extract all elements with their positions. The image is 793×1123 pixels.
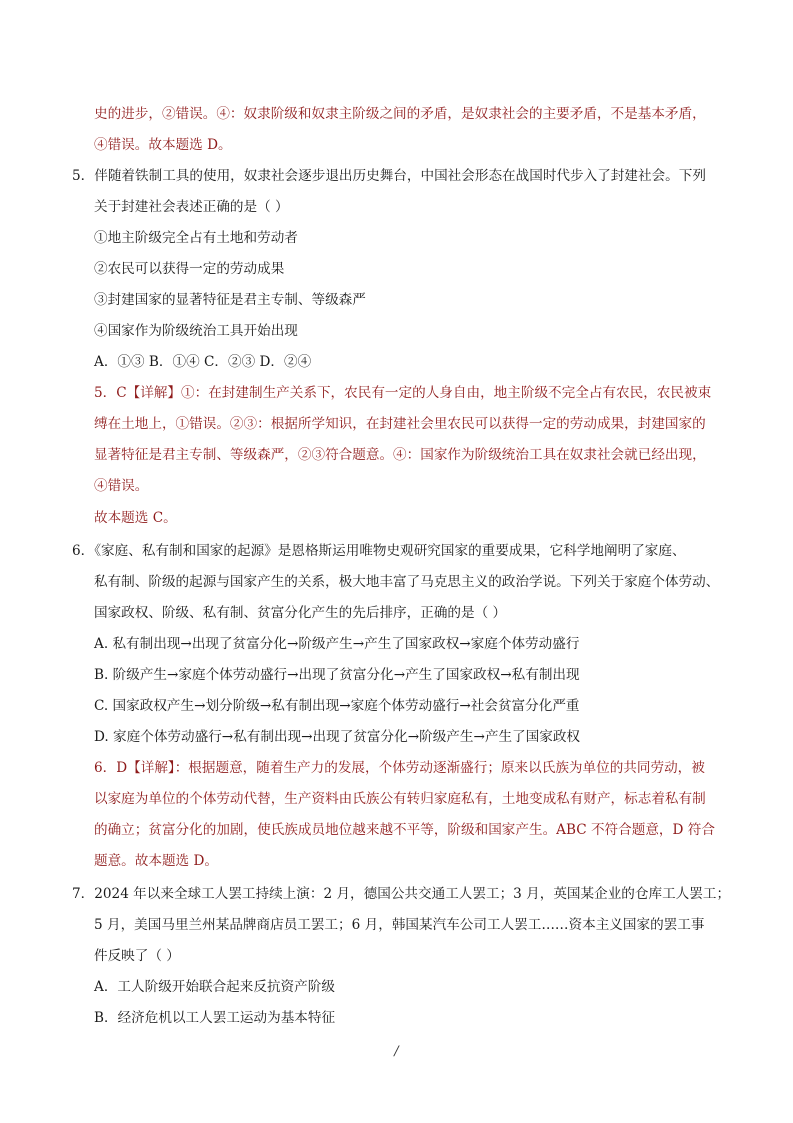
question-6-stem: 国家政权、阶级、私有制、贫富分化产生的先后排序，正确的是（ ） — [94, 605, 507, 621]
question-5-options: A．①③ B．①④ C．②③ D．②④ — [94, 354, 312, 370]
answer-line: 史的进步，②错误。④：奴隶阶级和奴隶主阶级之间的矛盾，是奴隶社会的主要矛盾，不是基本矛盾， — [94, 106, 706, 122]
answer-5-line: 5．C【详解】①：在封建制生产关系下，农民有一定的人身自由，地主阶级不完全占有农民，农民被束 — [94, 385, 712, 401]
page-marker: / — [394, 1044, 399, 1059]
question-6-stem: 私有制、阶级的起源与国家产生的关系，极大地丰富了马克思主义的政治学说。下列关于家庭个体劳动、 — [94, 574, 720, 590]
question-5-item: ①地主阶级完全占有土地和劳动者 — [94, 230, 298, 246]
question-5-stem: 关于封建社会表述正确的是（ ） — [94, 199, 289, 215]
answer-line: ④错误。故本题选 D。 — [94, 137, 232, 153]
question-7-stem: 5 月，美国马里兰州某品牌商店员工罢工；6 月，韩国某汽车公司工人罢工……资本主义国家的罢工事 — [94, 917, 705, 933]
answer-5-line: 显著特征是君主专制、等级森严，②③符合题意。④：国家作为阶级统治工具在奴隶社会就已经出现， — [94, 447, 706, 463]
answer-5-line: 故本题选 C。 — [94, 510, 177, 526]
question-5-item: ②农民可以获得一定的劳动成果 — [94, 261, 285, 277]
answer-5-line: 缚在土地上，①错误。②③：根据所学知识，在封建社会里农民可以获得一定的劳动成果，封建国家的 — [94, 416, 706, 432]
question-6-option-a: A. 私有制出现→出现了贫富分化→阶级产生→产生了国家政权→家庭个体劳动盛行 — [94, 636, 580, 652]
answer-6-line: 题意。故本题选 D。 — [94, 853, 218, 869]
question-6-stem: 6．《家庭、私有制和国家的起源》是恩格斯运用唯物史观研究国家的重要成果，它科学地阐明了家庭、 — [72, 543, 686, 559]
question-6-option-c: C. 国家政权产生→划分阶级→私有制出现→家庭个体劳动盛行→社会贫富分化严重 — [94, 698, 580, 714]
answer-5-line: ④错误。 — [94, 478, 149, 494]
question-7-stem: 件反映了（ ） — [94, 948, 180, 964]
question-6-option-b: B. 阶级产生→家庭个体劳动盛行→出现了贫富分化→产生了国家政权→私有制出现 — [94, 667, 580, 683]
question-5-item: ③封建国家的显著特征是君主专制、等级森严 — [94, 292, 366, 308]
answer-6-line: 的确立；贫富分化的加剧，使氏族成员地位越来越不平等，阶级和国家产生。ABC 不符合题意，D 符合 — [94, 822, 715, 838]
question-7-option-b: B．经济危机以工人罢工运动为基本特征 — [94, 1010, 336, 1026]
answer-6-line: 以家庭为单位的个体劳动代替，生产资料由氏族公有转归家庭私有，土地变成私有财产，标志着私有制 — [94, 791, 706, 807]
question-5-stem: 5．伴随着铁制工具的使用，奴隶社会逐步退出历史舞台，中国社会形态在战国时代步入了封建社会。下列 — [72, 168, 706, 184]
question-7-option-a: A．工人阶级开始联合起来反抗资产阶级 — [94, 979, 335, 995]
answer-6-line: 6．D【详解】：根据题意，随着生产力的发展，个体劳动逐渐盛行；原来以氏族为单位的共同劳动，被 — [94, 760, 705, 776]
question-6-option-d: D. 家庭个体劳动盛行→私有制出现→出现了贫富分化→阶级产生→产生了国家政权 — [94, 729, 581, 745]
question-7-stem: 7．2024 年以来全球工人罢工持续上演：2 月，德国公共交通工人罢工；3 月，英国某企业的仓库工人罢工； — [72, 886, 731, 902]
question-5-item: ④国家作为阶级统治工具开始出现 — [94, 323, 298, 339]
